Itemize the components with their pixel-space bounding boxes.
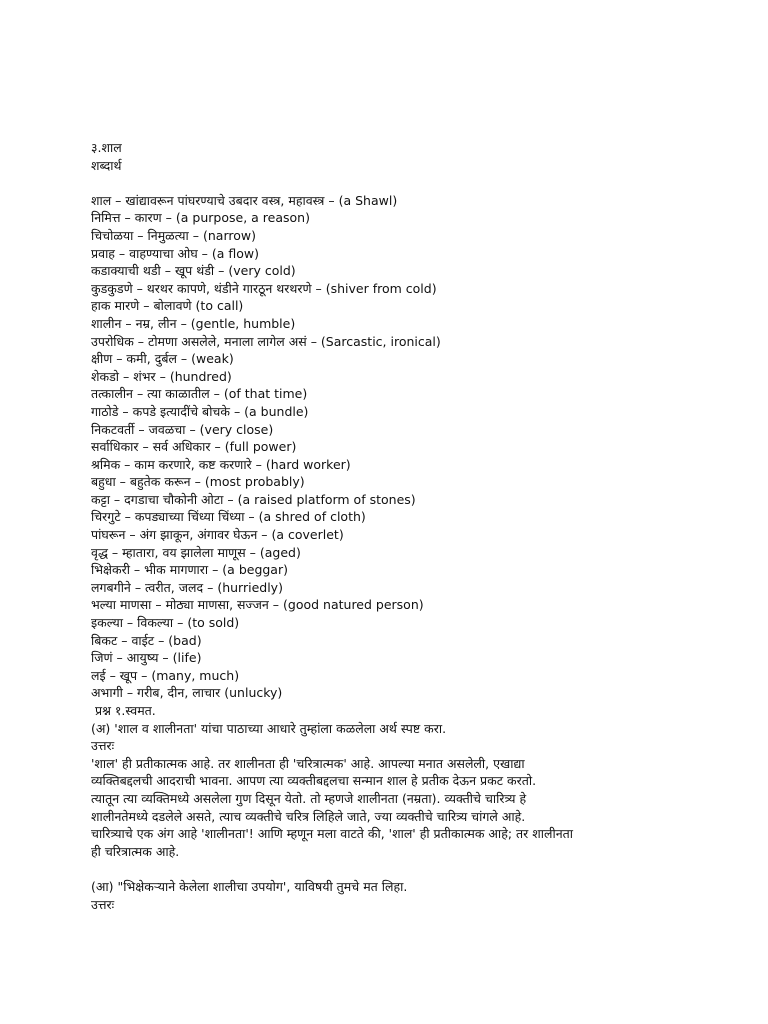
vocab-item: कडाक्याची थडी – खूप थंडी – (very cold) xyxy=(91,263,296,279)
vocab-item: शालीन – नम्र, लीन – (gentle, humble) xyxy=(91,315,296,331)
vocab-item: उपरोधिक – टोमणा असलेले, मनाला लागेल असं – (Sarcastic, ironical) xyxy=(91,333,441,349)
answer-line: चारित्र्याचे एक अंग आहे 'शालीनता'! आणि म्हणून मला वाटते की, 'शाल' ही प्रतीकात्मक आहे; तर शालीनता xyxy=(91,826,573,842)
vocab-item: चिचोळया – निमुळत्या – (narrow) xyxy=(91,227,256,243)
vocab-item: भिक्षेकरी – भीक मागणारा – (a beggar) xyxy=(91,562,288,578)
question-section-heading: प्रश्न १.स्वमत. xyxy=(95,703,156,718)
answer-line: शालीनतेमध्ये दडलेले असते, त्याच व्यक्तीचे चरित्र लिहिले जाते, ज्या व्यक्तीचे चारित्र्य चांगले आहे. xyxy=(91,808,526,824)
vocab-item: शाल – खांद्यावरून पांघरण्याचे उबदार वस्त्र, महावस्त्र – (a Shawl) xyxy=(91,192,398,208)
vocab-item: क्षीण – कमी, दुर्बल – (weak) xyxy=(91,351,234,367)
answer-line: 'शाल' ही प्रतीकात्मक आहे. तर शालीनता ही 'चरित्रात्मक' आहे. आपल्या मनात असलेली, एखाद्या xyxy=(91,755,525,771)
answer-line: त्यातून त्या व्यक्तिमध्ये असलेला गुण दिसून येतो. तो म्हणजे शालीनता (नम्रता). व्यक्तीचे चारित्र्य हे xyxy=(91,790,527,806)
vocab-item: प्रवाह – वाहण्याचा ओघ – (a flow) xyxy=(91,245,260,261)
vocab-item: वृद्ध – म्हातारा, वय झालेला माणूस – (aged) xyxy=(91,544,301,560)
chapter-title: ३.शाल xyxy=(91,140,122,155)
question-a xyxy=(91,720,741,861)
vocab-item: भल्या माणसा – मोठ्या माणसा, सज्जन – (good natured person) xyxy=(91,597,424,613)
question-text: (अ) 'शाल व शालीनता' यांचा पाठाच्या आधारे तुम्हांला कळलेला अर्थ स्पष्ट करा. xyxy=(91,720,447,736)
vocab-item: हाक मारणे – बोलावणे (to call) xyxy=(91,298,244,314)
vocab-item: कुडकुडणे – थरथर कापणे, थंडीने गारठून थरथरणे – (shiver from cold) xyxy=(91,280,437,296)
chapter-subtitle: शब्दार्थ xyxy=(91,157,122,173)
vocab-item: सर्वाधिकार – सर्व अधिकार – (full power) xyxy=(91,439,297,455)
answer-line: ही चरित्रात्मक आहे. xyxy=(91,843,180,859)
vocab-item: जिणं – आयुष्य – (life) xyxy=(91,650,202,666)
vocab-item: शेकडो – शंभर – (hundred) xyxy=(91,368,232,384)
vocab-item: कट्टा – दगडाचा चौकोनी ओटा – (a raised platform of stones) xyxy=(91,491,416,507)
spacer xyxy=(91,174,741,192)
vocab-item: इकल्या – विकल्या – (to sold) xyxy=(91,615,240,631)
vocab-item: निकटवर्ती – जवळचा – (very close) xyxy=(91,421,274,437)
question-text: (आ) "भिक्षेकऱ्याने केलेला शालीचा उपयोग', याविषयी तुमचे मत लिहा. xyxy=(91,878,408,894)
vocab-item: चिरगुटे – कपड्याच्या चिंध्या चिंध्या – (a shred of cloth) xyxy=(91,509,366,525)
answer-label: उत्तरः xyxy=(91,738,115,754)
vocab-item: लई – खूप – (many, much) xyxy=(91,667,240,683)
answer-label: उत्तरः xyxy=(91,896,115,912)
answer-line: व्यक्तिबद्दलची आदराची भावना. आपण त्या व्यक्तीबद्दलचा सन्मान शाल हे प्रतीक देऊन प्रकट करतो. xyxy=(91,773,537,789)
vocab-item: बहुधा – बहुतेक करून – (most probably) xyxy=(91,474,305,490)
vocab-item: श्रमिक – काम करणारे, कष्ट करणारे – (hard worker) xyxy=(91,456,351,472)
vocab-item: गाठोडे – कपडे इत्यादींचे बोचके – (a bundle) xyxy=(91,403,309,419)
vocab-item: बिकट – वाईट – (bad) xyxy=(91,632,202,648)
spacer xyxy=(91,860,741,878)
vocab-item: निमित्त – कारण – (a purpose, a reason) xyxy=(91,210,310,226)
vocab-item: अभागी – गरीब, दीन, लाचार (unlucky) xyxy=(91,685,283,701)
vocab-item: पांघरून – अंग झाकून, अंगावर घेऊन – (a coverlet) xyxy=(91,527,344,543)
document-content xyxy=(91,139,741,913)
question-b xyxy=(91,878,741,913)
vocab-item: तत्कालीन – त्या काळातील – (of that time) xyxy=(91,386,308,402)
vocab-item: लगबगीने – त्वरीत, जलद – (hurriedly) xyxy=(91,579,283,595)
vocabulary-list xyxy=(91,192,741,702)
